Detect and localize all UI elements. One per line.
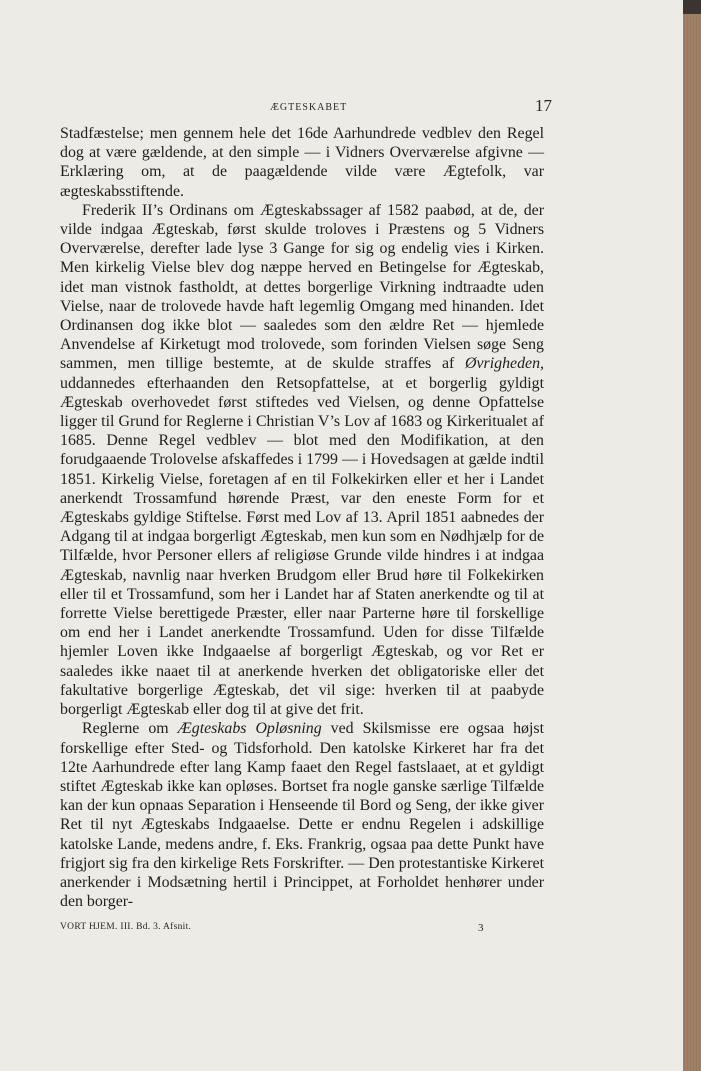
paragraph-1 xyxy=(60,124,544,201)
sheet-number: 3 xyxy=(478,922,484,934)
text-segment: Stadfæstelse; men gennem hele det 16de Aarhundrede vedblev den Regel dog at være gældende, at den simple — i Vidners Overværelse afgivne — Erklæring om, at de paagældende vilde være Ægtefolk, var ægteskabsstiftende. xyxy=(60,125,544,200)
text-segment: Frederik II’s Ordinans om Ægteskabssager af 1582 paabød, at de, der vilde indgaa Ægteskab, først skulde troloves i Præstens og 5 Vidners Overværelse, derefter lade lyse 3 Gange for sig og endelig vies i Kirken. Men kirkelig Vielse blev dog næppe herved en Betingelse for Ægteskab, idet man vistnok fastholdt, at dettes borgerlige Virkning indtraadte uden Vielse, naar de trolovede havde haft legemlig Omgang med hinanden. Idet Ordinansen dog ikke blot — saaledes som den ældre Ret — hjemlede Anvendelse af Kirketugt mod trolovede, som forinden Vielsen søge Seng sammen, men tillige bestemte, at de skulde straffes af xyxy=(60,201,544,373)
text-segment: ved Skilsmisse ere ogsaa højst forskellige efter Sted- og Tidsforhold. Den katolske Kirkeret har fra det 12te Aarhundrede efter lang Kamp faaet den Regel fastslaaet, at et gyldigt stiftet Ægteskab ikke kan opløses. Bortset fra nogle ganske særlige Tilfælde kan der kun opnaas Separation i Henseende til Bord og Seng, der ikke giver Ret til nyt Ægteskabs Indgaaelse. Dette er endnu Regelen i adskillige katolske Lande, medens andre, f. Eks. Frankrig, ogsaa paa dette Punkt have frigjort sig fra den kirkelige Rets Forskrifter. — Den protestantiske Kirkeret anerkender i Modsætning hertil i Princippet, at Forholdet henhører under den borger- xyxy=(60,720,544,911)
page-number: 17 xyxy=(535,96,552,115)
text-segment: uddannedes efterhaanden den Retsopfattelse, at et borgerlig gyldigt Ægteskab overhovedet først stiftedes ved Vielsen, og denne Opfattelse ligger til Grund for Reglerne i Christian V’s Lov af 1683 og Kirkeritualet af 1685. Denne Regel vedblev — blot med den Modifikation, at den forudgaaende Trolovelse afskaffedes i 1799 — i Hovedsagen at gælde indtil 1851. Kirkelig Vielse, foretagen af en til Folkekirken eller et her i Landet anerkendt Trossamfund hørende Præst, var den eneste Form for et Ægteskabs gyldige Stiftelse. Først med Lov af 13. April 1851 aabnedes der Adgang til at indgaa borgerligt Ægteskab, men kun som en Nødhjælp for de Tilfælde, hvor Personer ellers af religiøse Grunde vilde hindres i at indgaa Ægteskab, navnlig naar hverken Brudgom eller Brud høre til Folkekirken eller til et Trossamfund, som her i Landet har af Staten anerkendte og til at forrette Vielse berettigede Præster, eller naar Parterne høre til forskellige om end her i Landet anerkendte Trossamfund. Uden for disse Tilfælde hjemler Loven ikke Indgaaelse af borgerligt Ægteskab, og vor Ret er saaledes ikke naaet til at anerkende hverken det obligatoriske eller det fakultative borgerlige Ægteskab, det vil sige: hverken til at paabyde borgerligt Ægteskab eller dog til at give det frit. xyxy=(60,374,544,719)
body-text xyxy=(60,124,544,911)
italic-term: Ægteskabs Opløsning xyxy=(177,720,322,738)
italic-term: Øvrigheden, xyxy=(465,355,544,373)
page-edge xyxy=(683,14,701,1071)
paragraph-3 xyxy=(60,719,544,911)
page-footer xyxy=(60,922,544,938)
paragraph-2 xyxy=(60,201,544,719)
page-header xyxy=(60,96,550,120)
text-segment: Reglerne om xyxy=(82,720,178,738)
footer-signature: VORT HJEM. III. Bd. 3. Afsnit. xyxy=(60,922,192,932)
running-title: ÆGTESKABET xyxy=(270,102,348,113)
